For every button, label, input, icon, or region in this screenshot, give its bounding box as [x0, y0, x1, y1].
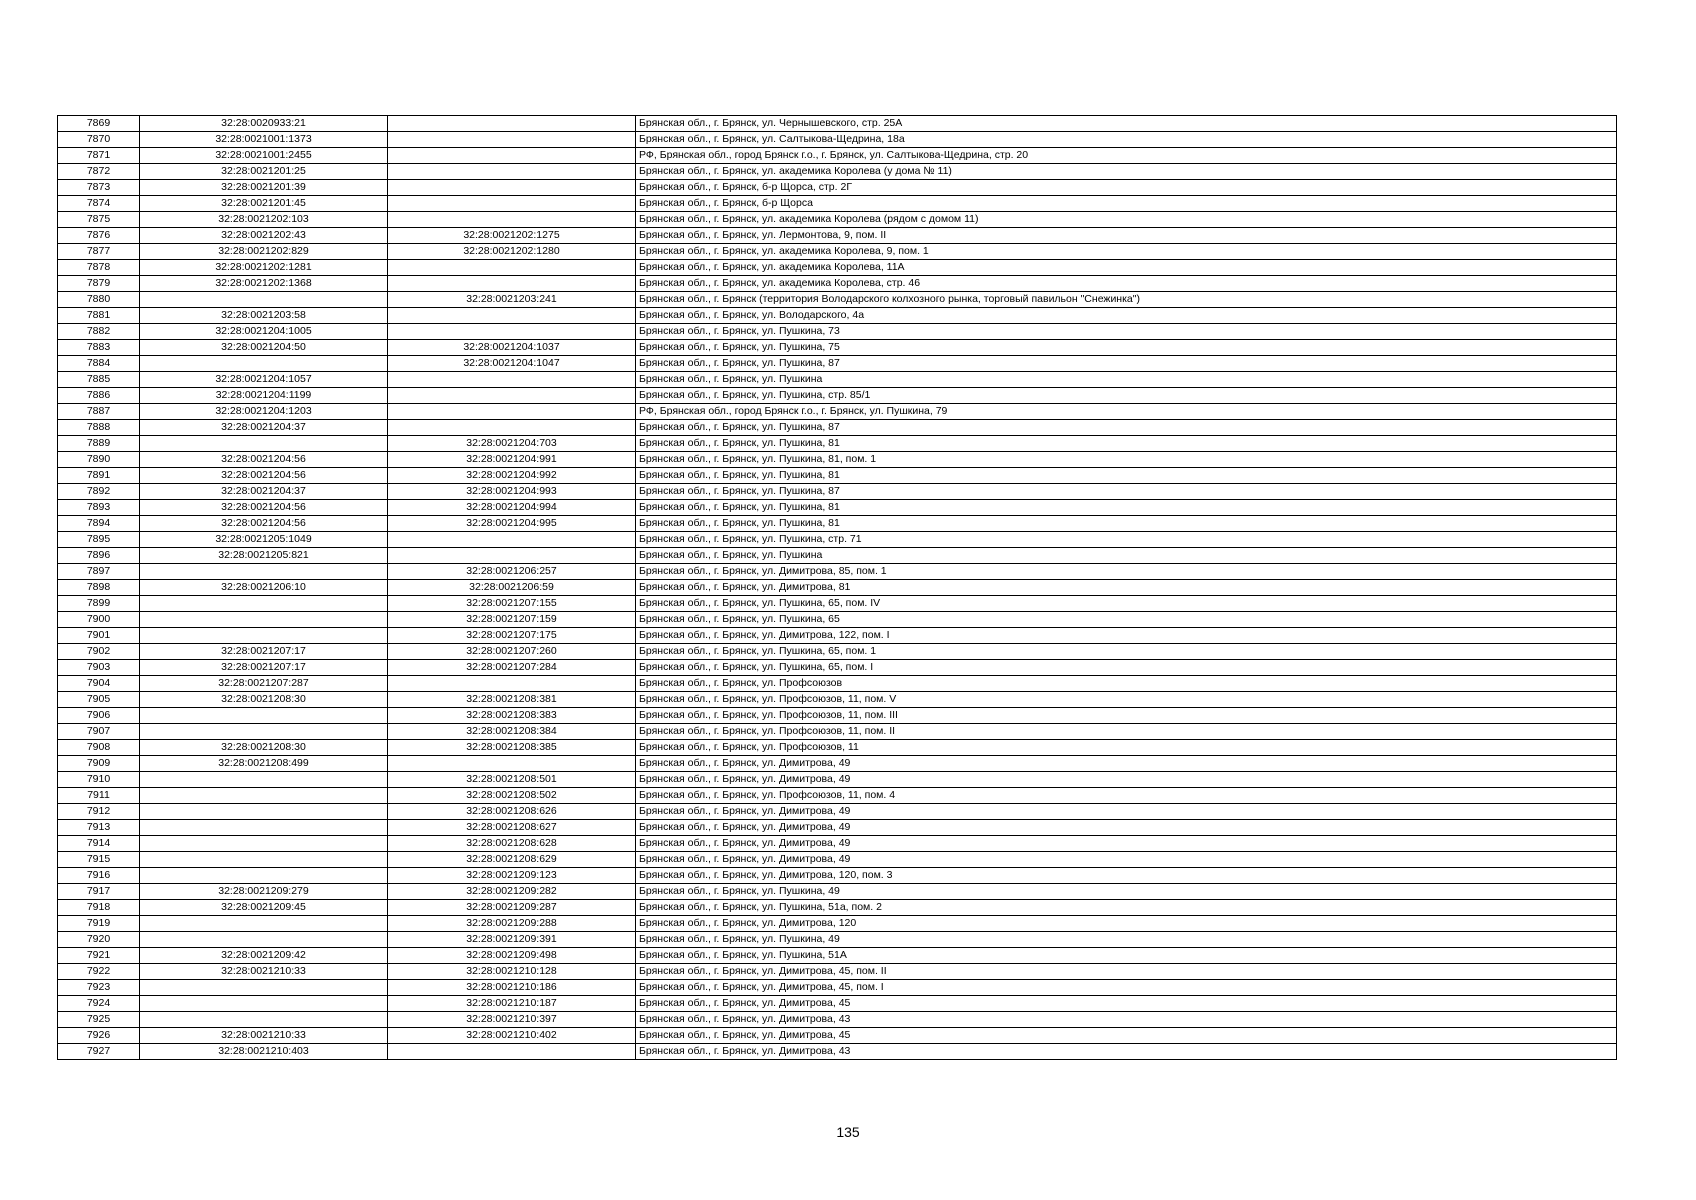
room-cadastral-number-cell: [388, 388, 636, 404]
cadastral-number-cell: [140, 852, 388, 868]
table-row: [58, 436, 1617, 452]
room-cadastral-number-cell: 32:28:0021204:994: [388, 500, 636, 516]
address-cell: Брянская обл., г. Брянск, ул. Профсоюзов, 11, пом. II: [636, 724, 1617, 740]
address-cell: Брянская обл., г. Брянск, ул. Димитрова, 49: [636, 804, 1617, 820]
cadastral-number-cell: 32:28:0021201:45: [140, 196, 388, 212]
address-cell: Брянская обл., г. Брянск, ул. Пушкина, 51А: [636, 948, 1617, 964]
table-row: [58, 548, 1617, 564]
table-row: [58, 244, 1617, 260]
address-cell: Брянская обл., г. Брянск, ул. Профсоюзов, 11, пом. 4: [636, 788, 1617, 804]
room-cadastral-number-cell: 32:28:0021210:186: [388, 980, 636, 996]
cadastral-number-cell: 32:28:0021207:17: [140, 660, 388, 676]
room-cadastral-number-cell: 32:28:0021210:187: [388, 996, 636, 1012]
table-row: [58, 964, 1617, 980]
row-number-cell: 7873: [58, 180, 140, 196]
cadastral-number-cell: 32:28:0021210:33: [140, 1028, 388, 1044]
cadastral-number-cell: [140, 724, 388, 740]
row-number-cell: 7886: [58, 388, 140, 404]
row-number-cell: 7900: [58, 612, 140, 628]
address-cell: Брянская обл., г. Брянск, ул. академика Королева, 11А: [636, 260, 1617, 276]
table-row: [58, 308, 1617, 324]
address-cell: Брянская обл., г. Брянск, ул. Димитрова, 81: [636, 580, 1617, 596]
address-cell: Брянская обл., г. Брянск, ул. Пушкина, 81, пом. 1: [636, 452, 1617, 468]
room-cadastral-number-cell: 32:28:0021208:383: [388, 708, 636, 724]
cadastral-number-cell: 32:28:0021204:56: [140, 468, 388, 484]
address-cell: Брянская обл., г. Брянск, ул. Димитрова, 45: [636, 1028, 1617, 1044]
table-row: [58, 708, 1617, 724]
row-number-cell: 7894: [58, 516, 140, 532]
room-cadastral-number-cell: [388, 676, 636, 692]
table-row: [58, 276, 1617, 292]
cadastral-number-cell: 32:28:0021204:37: [140, 420, 388, 436]
table-row: [58, 324, 1617, 340]
table-row: [58, 884, 1617, 900]
cadastral-number-cell: 32:28:0021204:37: [140, 484, 388, 500]
table-row: [58, 372, 1617, 388]
room-cadastral-number-cell: 32:28:0021204:1037: [388, 340, 636, 356]
room-cadastral-number-cell: [388, 420, 636, 436]
cadastral-number-cell: 32:28:0021205:821: [140, 548, 388, 564]
address-cell: Брянская обл., г. Брянск (территория Володарского колхозного рынка, торговый павильон "Снежинка"): [636, 292, 1617, 308]
row-number-cell: 7909: [58, 756, 140, 772]
address-cell: Брянская обл., г. Брянск, ул. Пушкина: [636, 372, 1617, 388]
room-cadastral-number-cell: 32:28:0021204:993: [388, 484, 636, 500]
table-row: [58, 468, 1617, 484]
room-cadastral-number-cell: [388, 212, 636, 228]
address-cell: Брянская обл., г. Брянск, ул. Пушкина, 73: [636, 324, 1617, 340]
address-cell: Брянская обл., г. Брянск, ул. Пушкина, 81: [636, 468, 1617, 484]
address-cell: Брянская обл., г. Брянск, ул. Димитрова, 49: [636, 852, 1617, 868]
table-row: [58, 612, 1617, 628]
table-row: [58, 1028, 1617, 1044]
address-cell: Брянская обл., г. Брянск, ул. Пушкина, 49: [636, 884, 1617, 900]
row-number-cell: 7872: [58, 164, 140, 180]
row-number-cell: 7889: [58, 436, 140, 452]
room-cadastral-number-cell: 32:28:0021207:284: [388, 660, 636, 676]
table-row: [58, 932, 1617, 948]
row-number-cell: 7921: [58, 948, 140, 964]
row-number-cell: 7911: [58, 788, 140, 804]
row-number-cell: 7913: [58, 820, 140, 836]
address-cell: Брянская обл., г. Брянск, ул. академика Королева (у дома № 11): [636, 164, 1617, 180]
table-row: [58, 356, 1617, 372]
table-row: [58, 660, 1617, 676]
table-row: [58, 340, 1617, 356]
room-cadastral-number-cell: [388, 756, 636, 772]
room-cadastral-number-cell: 32:28:0021208:626: [388, 804, 636, 820]
row-number-cell: 7869: [58, 116, 140, 132]
row-number-cell: 7908: [58, 740, 140, 756]
address-cell: Брянская обл., г. Брянск, ул. Пушкина, 81: [636, 500, 1617, 516]
row-number-cell: 7887: [58, 404, 140, 420]
room-cadastral-number-cell: 32:28:0021209:287: [388, 900, 636, 916]
row-number-cell: 7927: [58, 1044, 140, 1060]
cadastral-number-cell: 32:28:0021205:1049: [140, 532, 388, 548]
table-row: [58, 164, 1617, 180]
table-row: [58, 196, 1617, 212]
table-row: [58, 180, 1617, 196]
table-row: [58, 996, 1617, 1012]
room-cadastral-number-cell: [388, 116, 636, 132]
row-number-cell: 7898: [58, 580, 140, 596]
room-cadastral-number-cell: [388, 276, 636, 292]
cadastral-number-cell: [140, 436, 388, 452]
cadastral-number-cell: [140, 804, 388, 820]
cadastral-number-cell: [140, 1012, 388, 1028]
cadastral-number-cell: 32:28:0021001:2455: [140, 148, 388, 164]
table-row: [58, 1012, 1617, 1028]
cadastral-number-cell: [140, 292, 388, 308]
room-cadastral-number-cell: 32:28:0021209:288: [388, 916, 636, 932]
room-cadastral-number-cell: 32:28:0021207:155: [388, 596, 636, 612]
cadastral-number-cell: [140, 596, 388, 612]
address-cell: Брянская обл., г. Брянск, ул. Димитрова, 122, пом. I: [636, 628, 1617, 644]
row-number-cell: 7880: [58, 292, 140, 308]
table-row: [58, 564, 1617, 580]
row-number-cell: 7875: [58, 212, 140, 228]
cadastral-number-cell: 32:28:0021206:10: [140, 580, 388, 596]
cadastral-number-cell: 32:28:0021209:279: [140, 884, 388, 900]
cadastral-number-cell: 32:28:0021202:1281: [140, 260, 388, 276]
page-number: 135: [836, 1124, 860, 1140]
room-cadastral-number-cell: [388, 548, 636, 564]
table-row: [58, 756, 1617, 772]
room-cadastral-number-cell: [388, 180, 636, 196]
table-row: [58, 948, 1617, 964]
address-cell: Брянская обл., г. Брянск, ул. Димитрова, 85, пом. 1: [636, 564, 1617, 580]
table-row: [58, 516, 1617, 532]
room-cadastral-number-cell: [388, 324, 636, 340]
address-cell: Брянская обл., г. Брянск, ул. Димитрова, 45, пом. II: [636, 964, 1617, 980]
row-number-cell: 7884: [58, 356, 140, 372]
table-row: [58, 772, 1617, 788]
address-cell: Брянская обл., г. Брянск, ул. Димитрова, 43: [636, 1012, 1617, 1028]
address-cell: Брянская обл., г. Брянск, ул. академика Королева (рядом с домом 11): [636, 212, 1617, 228]
table-row: [58, 148, 1617, 164]
address-cell: Брянская обл., г. Брянск, ул. Володарского, 4а: [636, 308, 1617, 324]
table-row: [58, 388, 1617, 404]
row-number-cell: 7897: [58, 564, 140, 580]
cadastral-number-cell: [140, 788, 388, 804]
room-cadastral-number-cell: 32:28:0021208:627: [388, 820, 636, 836]
cadastral-number-cell: [140, 820, 388, 836]
room-cadastral-number-cell: [388, 308, 636, 324]
cadastral-number-cell: [140, 868, 388, 884]
row-number-cell: 7923: [58, 980, 140, 996]
room-cadastral-number-cell: [388, 132, 636, 148]
row-number-cell: 7874: [58, 196, 140, 212]
cadastral-number-cell: [140, 772, 388, 788]
address-cell: Брянская обл., г. Брянск, ул. Димитрова, 120, пом. 3: [636, 868, 1617, 884]
address-cell: РФ, Брянская обл., город Брянск г.о., г. Брянск, ул. Салтыкова-Щедрина, стр. 20: [636, 148, 1617, 164]
address-cell: Брянская обл., г. Брянск, ул. Пушкина, 87: [636, 484, 1617, 500]
address-cell: РФ, Брянская обл., город Брянск г.о., г. Брянск, ул. Пушкина, 79: [636, 404, 1617, 420]
cadastral-number-cell: [140, 708, 388, 724]
cadastral-number-cell: 32:28:0021207:287: [140, 676, 388, 692]
table-row: [58, 788, 1617, 804]
row-number-cell: 7912: [58, 804, 140, 820]
cadastral-number-cell: 32:28:0021208:499: [140, 756, 388, 772]
row-number-cell: 7895: [58, 532, 140, 548]
table-row: [58, 724, 1617, 740]
table-row: [58, 404, 1617, 420]
row-number-cell: 7910: [58, 772, 140, 788]
address-cell: Брянская обл., г. Брянск, б-р Щорса: [636, 196, 1617, 212]
table-row: [58, 692, 1617, 708]
table-row: [58, 900, 1617, 916]
room-cadastral-number-cell: 32:28:0021204:992: [388, 468, 636, 484]
room-cadastral-number-cell: 32:28:0021202:1280: [388, 244, 636, 260]
row-number-cell: 7914: [58, 836, 140, 852]
room-cadastral-number-cell: [388, 532, 636, 548]
room-cadastral-number-cell: 32:28:0021204:995: [388, 516, 636, 532]
row-number-cell: 7922: [58, 964, 140, 980]
address-cell: Брянская обл., г. Брянск, ул. Пушкина, 49: [636, 932, 1617, 948]
cadastral-number-cell: [140, 836, 388, 852]
row-number-cell: 7893: [58, 500, 140, 516]
row-number-cell: 7903: [58, 660, 140, 676]
row-number-cell: 7881: [58, 308, 140, 324]
table-row: [58, 116, 1617, 132]
address-cell: Брянская обл., г. Брянск, ул. академика Королева, 9, пом. 1: [636, 244, 1617, 260]
cadastral-number-cell: [140, 996, 388, 1012]
row-number-cell: 7870: [58, 132, 140, 148]
table-row: [58, 804, 1617, 820]
room-cadastral-number-cell: 32:28:0021209:498: [388, 948, 636, 964]
address-cell: Брянская обл., г. Брянск, ул. Пушкина, 65, пом. I: [636, 660, 1617, 676]
row-number-cell: 7896: [58, 548, 140, 564]
row-number-cell: 7916: [58, 868, 140, 884]
address-cell: Брянская обл., г. Брянск, ул. Профсоюзов, 11, пом. III: [636, 708, 1617, 724]
room-cadastral-number-cell: [388, 372, 636, 388]
address-cell: Брянская обл., г. Брянск, ул. Салтыкова-Щедрина, 18а: [636, 132, 1617, 148]
cadastral-number-cell: 32:28:0021210:33: [140, 964, 388, 980]
room-cadastral-number-cell: 32:28:0021207:159: [388, 612, 636, 628]
table-row: [58, 868, 1617, 884]
cadastral-number-cell: 32:28:0021209:45: [140, 900, 388, 916]
room-cadastral-number-cell: 32:28:0021210:128: [388, 964, 636, 980]
row-number-cell: 7918: [58, 900, 140, 916]
address-cell: Брянская обл., г. Брянск, ул. Димитрова, 49: [636, 756, 1617, 772]
row-number-cell: 7891: [58, 468, 140, 484]
row-number-cell: 7926: [58, 1028, 140, 1044]
address-cell: Брянская обл., г. Брянск, ул. Пушкина, 75: [636, 340, 1617, 356]
address-cell: Брянская обл., г. Брянск, ул. Димитрова, 49: [636, 772, 1617, 788]
room-cadastral-number-cell: 32:28:0021202:1275: [388, 228, 636, 244]
cadastral-number-cell: 32:28:0021204:1199: [140, 388, 388, 404]
row-number-cell: 7888: [58, 420, 140, 436]
address-cell: Брянская обл., г. Брянск, ул. Димитрова, 120: [636, 916, 1617, 932]
cadastral-number-cell: 32:28:0020933:21: [140, 116, 388, 132]
room-cadastral-number-cell: 32:28:0021203:241: [388, 292, 636, 308]
cadastral-number-cell: 32:28:0021201:25: [140, 164, 388, 180]
room-cadastral-number-cell: 32:28:0021208:628: [388, 836, 636, 852]
room-cadastral-number-cell: [388, 1044, 636, 1060]
table-row: [58, 500, 1617, 516]
row-number-cell: 7890: [58, 452, 140, 468]
address-cell: Брянская обл., г. Брянск, ул. Пушкина: [636, 548, 1617, 564]
room-cadastral-number-cell: [388, 260, 636, 276]
address-cell: Брянская обл., г. Брянск, ул. Пушкина, 65, пом. IV: [636, 596, 1617, 612]
address-cell: Брянская обл., г. Брянск, ул. Димитрова, 49: [636, 820, 1617, 836]
address-cell: Брянская обл., г. Брянск, ул. Профсоюзов, 11, пом. V: [636, 692, 1617, 708]
address-cell: Брянская обл., г. Брянск, ул. Димитрова, 43: [636, 1044, 1617, 1060]
room-cadastral-number-cell: 32:28:0021210:402: [388, 1028, 636, 1044]
room-cadastral-number-cell: 32:28:0021207:260: [388, 644, 636, 660]
table-row: [58, 916, 1617, 932]
cadastral-number-cell: 32:28:0021204:1057: [140, 372, 388, 388]
address-cell: Брянская обл., г. Брянск, ул. Димитрова, 49: [636, 836, 1617, 852]
cadastral-number-cell: [140, 980, 388, 996]
address-cell: Брянская обл., г. Брянск, ул. Пушкина, 81: [636, 516, 1617, 532]
table-row: [58, 980, 1617, 996]
table-row: [58, 532, 1617, 548]
row-number-cell: 7879: [58, 276, 140, 292]
cadastral-number-cell: 32:28:0021209:42: [140, 948, 388, 964]
row-number-cell: 7885: [58, 372, 140, 388]
cadastral-number-cell: [140, 612, 388, 628]
room-cadastral-number-cell: [388, 148, 636, 164]
cadastral-number-cell: [140, 932, 388, 948]
room-cadastral-number-cell: 32:28:0021204:703: [388, 436, 636, 452]
room-cadastral-number-cell: 32:28:0021208:385: [388, 740, 636, 756]
address-cell: Брянская обл., г. Брянск, ул. Пушкина, стр. 71: [636, 532, 1617, 548]
row-number-cell: 7917: [58, 884, 140, 900]
room-cadastral-number-cell: 32:28:0021207:175: [388, 628, 636, 644]
address-cell: Брянская обл., г. Брянск, ул. Пушкина, 81: [636, 436, 1617, 452]
cadastral-number-cell: 32:28:0021204:1005: [140, 324, 388, 340]
address-cell: Брянская обл., г. Брянск, ул. Чернышевского, стр. 25А: [636, 116, 1617, 132]
table-row: [58, 292, 1617, 308]
cadastral-number-cell: [140, 916, 388, 932]
cadastral-number-cell: 32:28:0021204:56: [140, 452, 388, 468]
table-row: [58, 132, 1617, 148]
cadastral-number-cell: 32:28:0021202:829: [140, 244, 388, 260]
table-row: [58, 852, 1617, 868]
table-row: [58, 212, 1617, 228]
cadastral-number-cell: 32:28:0021202:43: [140, 228, 388, 244]
table-row: [58, 628, 1617, 644]
row-number-cell: 7871: [58, 148, 140, 164]
address-cell: Брянская обл., г. Брянск, б-р Щорса, стр. 2Г: [636, 180, 1617, 196]
row-number-cell: 7883: [58, 340, 140, 356]
address-cell: Брянская обл., г. Брянск, ул. Лермонтова, 9, пом. II: [636, 228, 1617, 244]
table-row: [58, 676, 1617, 692]
cadastral-number-cell: 32:28:0021202:103: [140, 212, 388, 228]
address-cell: Брянская обл., г. Брянск, ул. Профсоюзов: [636, 676, 1617, 692]
address-cell: Брянская обл., г. Брянск, ул. Димитрова, 45: [636, 996, 1617, 1012]
row-number-cell: 7925: [58, 1012, 140, 1028]
cadastral-number-cell: 32:28:0021204:56: [140, 500, 388, 516]
row-number-cell: 7915: [58, 852, 140, 868]
room-cadastral-number-cell: 32:28:0021208:629: [388, 852, 636, 868]
row-number-cell: 7924: [58, 996, 140, 1012]
room-cadastral-number-cell: 32:28:0021208:381: [388, 692, 636, 708]
row-number-cell: 7892: [58, 484, 140, 500]
address-cell: Брянская обл., г. Брянск, ул. Профсоюзов, 11: [636, 740, 1617, 756]
cadastral-number-cell: 32:28:0021201:39: [140, 180, 388, 196]
row-number-cell: 7905: [58, 692, 140, 708]
table-row: [58, 644, 1617, 660]
row-number-cell: 7899: [58, 596, 140, 612]
room-cadastral-number-cell: 32:28:0021206:59: [388, 580, 636, 596]
row-number-cell: 7877: [58, 244, 140, 260]
table-row: [58, 228, 1617, 244]
table-row: [58, 420, 1617, 436]
room-cadastral-number-cell: 32:28:0021208:501: [388, 772, 636, 788]
address-cell: Брянская обл., г. Брянск, ул. Пушкина, 87: [636, 420, 1617, 436]
registry-table: [57, 115, 1617, 1060]
cadastral-number-cell: 32:28:0021204:50: [140, 340, 388, 356]
row-number-cell: 7902: [58, 644, 140, 660]
registry-table-body: [58, 116, 1617, 1060]
table-row: [58, 452, 1617, 468]
cadastral-number-cell: [140, 356, 388, 372]
cadastral-number-cell: [140, 628, 388, 644]
row-number-cell: 7878: [58, 260, 140, 276]
cadastral-number-cell: 32:28:0021202:1368: [140, 276, 388, 292]
cadastral-number-cell: [140, 564, 388, 580]
table-row: [58, 820, 1617, 836]
room-cadastral-number-cell: [388, 404, 636, 420]
row-number-cell: 7901: [58, 628, 140, 644]
row-number-cell: 7904: [58, 676, 140, 692]
room-cadastral-number-cell: [388, 164, 636, 180]
row-number-cell: 7882: [58, 324, 140, 340]
room-cadastral-number-cell: 32:28:0021208:384: [388, 724, 636, 740]
room-cadastral-number-cell: 32:28:0021204:991: [388, 452, 636, 468]
table-row: [58, 836, 1617, 852]
row-number-cell: 7919: [58, 916, 140, 932]
address-cell: Брянская обл., г. Брянск, ул. Пушкина, 65: [636, 612, 1617, 628]
table-row: [58, 740, 1617, 756]
cadastral-number-cell: 32:28:0021204:56: [140, 516, 388, 532]
row-number-cell: 7907: [58, 724, 140, 740]
row-number-cell: 7906: [58, 708, 140, 724]
table-row: [58, 260, 1617, 276]
address-cell: Брянская обл., г. Брянск, ул. Пушкина, 51а, пом. 2: [636, 900, 1617, 916]
room-cadastral-number-cell: 32:28:0021204:1047: [388, 356, 636, 372]
address-cell: Брянская обл., г. Брянск, ул. Пушкина, 65, пом. 1: [636, 644, 1617, 660]
room-cadastral-number-cell: [388, 196, 636, 212]
room-cadastral-number-cell: 32:28:0021209:123: [388, 868, 636, 884]
cadastral-number-cell: 32:28:0021203:58: [140, 308, 388, 324]
row-number-cell: 7876: [58, 228, 140, 244]
table-row: [58, 596, 1617, 612]
cadastral-number-cell: 32:28:0021207:17: [140, 644, 388, 660]
address-cell: Брянская обл., г. Брянск, ул. Димитрова, 45, пом. I: [636, 980, 1617, 996]
table-row: [58, 484, 1617, 500]
cadastral-number-cell: 32:28:0021210:403: [140, 1044, 388, 1060]
row-number-cell: 7920: [58, 932, 140, 948]
room-cadastral-number-cell: 32:28:0021209:391: [388, 932, 636, 948]
address-cell: Брянская обл., г. Брянск, ул. академика Королева, стр. 46: [636, 276, 1617, 292]
cadastral-number-cell: 32:28:0021204:1203: [140, 404, 388, 420]
table-row: [58, 580, 1617, 596]
room-cadastral-number-cell: 32:28:0021210:397: [388, 1012, 636, 1028]
cadastral-number-cell: 32:28:0021208:30: [140, 740, 388, 756]
room-cadastral-number-cell: 32:28:0021208:502: [388, 788, 636, 804]
table-row: [58, 1044, 1617, 1060]
room-cadastral-number-cell: 32:28:0021209:282: [388, 884, 636, 900]
cadastral-number-cell: 32:28:0021208:30: [140, 692, 388, 708]
room-cadastral-number-cell: 32:28:0021206:257: [388, 564, 636, 580]
cadastral-number-cell: 32:28:0021001:1373: [140, 132, 388, 148]
address-cell: Брянская обл., г. Брянск, ул. Пушкина, 87: [636, 356, 1617, 372]
address-cell: Брянская обл., г. Брянск, ул. Пушкина, стр. 85/1: [636, 388, 1617, 404]
